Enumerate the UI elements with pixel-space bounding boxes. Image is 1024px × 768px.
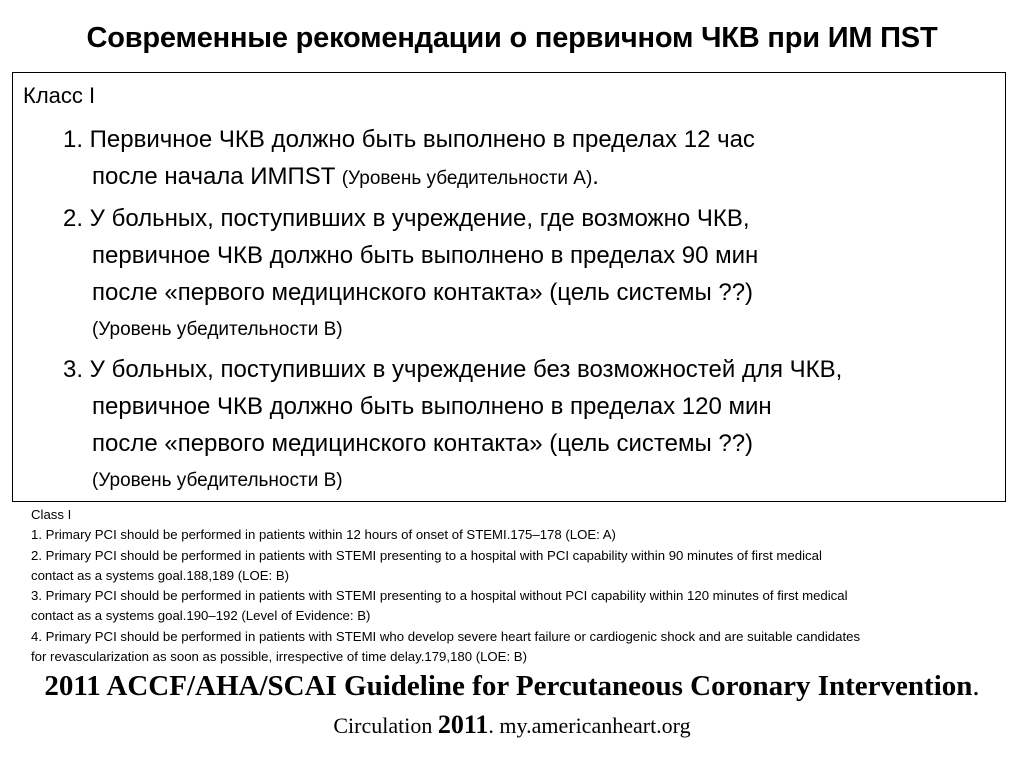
citation-title-text: 2011 ACCF/AHA/SCAI Guideline for Percutaneous Coronary Intervention	[44, 670, 973, 702]
recommendations-box	[12, 72, 1006, 502]
rec1-line2-main: после начала ИМПST	[92, 163, 342, 190]
rec2-line3: после «первого медицинского контакта» (цель системы ??)	[92, 279, 754, 306]
english-line: contact as a systems goal.188,189 (LOE: B)	[31, 567, 290, 583]
english-line: 4. Primary PCI should be performed in patients with STEMI who develop severe heart failure or cardiogenic shock and are suitable candidates	[31, 628, 861, 644]
rec1-line2	[63, 158, 1003, 197]
citation-year: 2011	[437, 710, 489, 739]
english-line: Class I	[31, 507, 72, 522]
rec2-line2: первичное ЧКВ должно быть выполнено в пределах 90 мин	[92, 242, 759, 269]
rec1-line1: 1. Первичное ЧКВ должно быть выполнено в пределах 12 час	[63, 126, 755, 153]
rec2-line1: 2. У больных, поступивших в учреждение, где возможно ЧКВ,	[63, 205, 750, 232]
rec3-line2: первичное ЧКВ должно быть выполнено в пределах 120 мин	[92, 393, 772, 420]
english-source-text	[31, 505, 1021, 667]
citation-journal: Circulation	[333, 713, 438, 738]
english-line: for revascularization as soon as possible, irrespective of time delay.179,180 (LOE: B)	[31, 649, 527, 665]
citation-title	[0, 670, 1024, 703]
rec1-line2-end: .	[592, 163, 599, 190]
rec1-loe: (Уровень убедительности А)	[341, 168, 593, 189]
citation-rest: . my.americanheart.org	[488, 713, 691, 738]
rec3-loe: (Уровень убедительности В)	[92, 470, 343, 491]
recommendation-1	[63, 121, 1003, 197]
slide-title: Современные рекомендации о первичном ЧКВ при ИМ ПST	[86, 22, 938, 54]
english-line: 3. Primary PCI should be performed in patients with STEMI presenting to a hospital without PCI capability within 120 minutes of first medical	[31, 588, 848, 604]
citation-source	[0, 710, 1024, 740]
recommendation-3	[63, 351, 1003, 499]
english-line: 1. Primary PCI should be performed in patients within 12 hours of onset of STEMI.175–178 (LOE: A)	[31, 527, 616, 543]
rec3-line1: 3. У больных, поступивших в учреждение без возможностей для ЧКВ,	[63, 356, 843, 383]
english-line: 2. Primary PCI should be performed in patients with STEMI presenting to a hospital with PCI capability within 90 minutes of first medical	[31, 547, 822, 563]
english-line: contact as a systems goal.190–192 (Level of Evidence: B)	[31, 608, 371, 624]
rec3-line3: после «первого медицинского контакта» (цель системы ??)	[92, 430, 754, 457]
class-label: Класс I	[23, 83, 96, 108]
citation-title-end: .	[972, 670, 980, 702]
rec2-loe: (Уровень убедительности В)	[92, 319, 343, 340]
recommendation-2	[63, 200, 1003, 348]
